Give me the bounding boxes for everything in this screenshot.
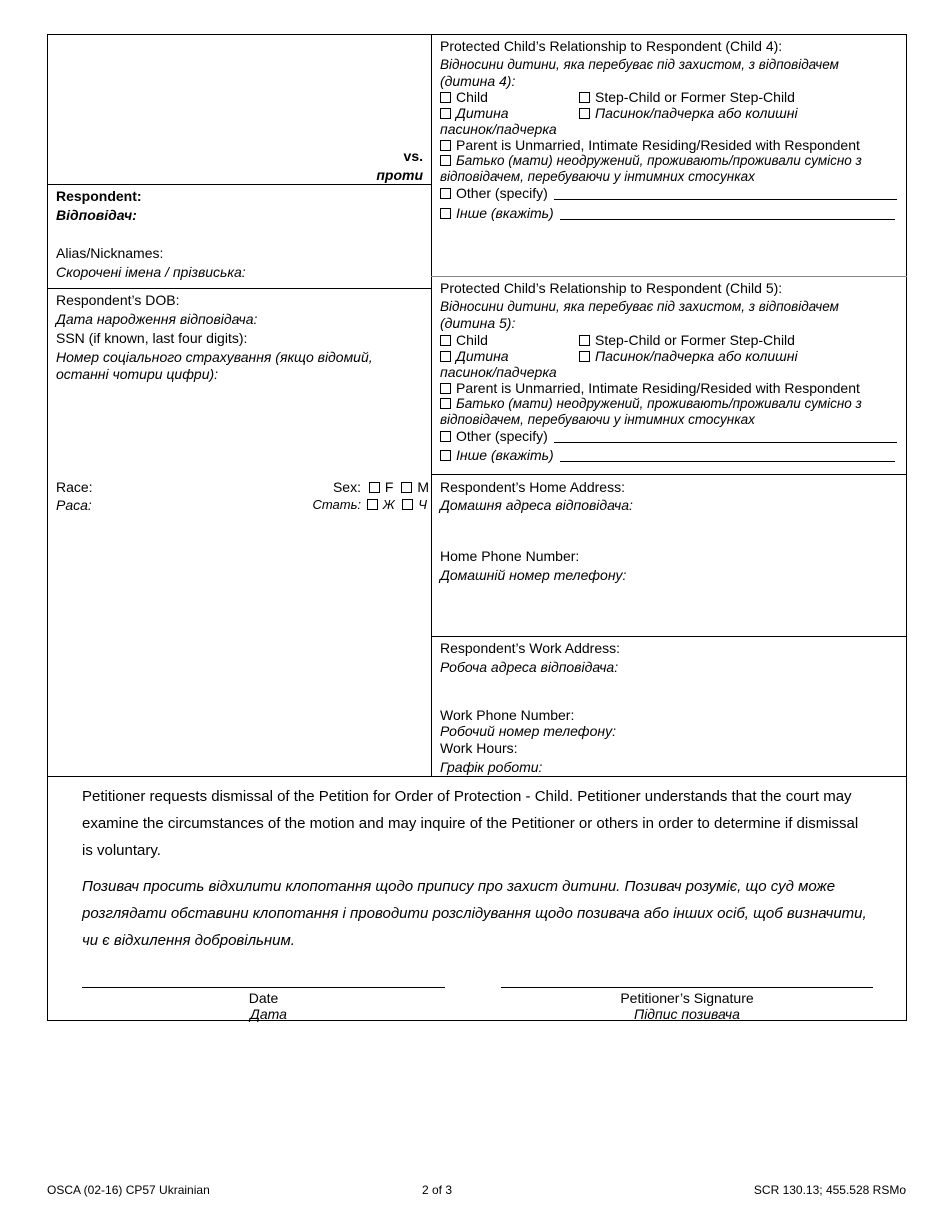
child4-parent-label: Parent is Unmarried, Intimate Residing/Resided with Respondent	[456, 137, 860, 153]
child4-parent-option-uk	[440, 153, 862, 169]
child5-child-option-uk	[440, 348, 509, 364]
child5-parent-checkbox[interactable]	[440, 383, 451, 394]
signature-label-uk: Підпис позивача	[634, 1006, 740, 1022]
child5-other-line[interactable]	[554, 442, 897, 443]
home-address-label: Respondent’s Home Address:	[440, 479, 625, 495]
child5-child-option	[440, 332, 488, 348]
left-divider-dob	[47, 288, 432, 289]
child4-parent-checkbox[interactable]	[440, 140, 451, 151]
alias-label-uk: Скорочені імена / прізвиська:	[56, 264, 246, 280]
child5-child-label: Child	[456, 332, 488, 348]
vs-label-uk: проти	[376, 167, 423, 183]
date-label: Date	[248, 990, 279, 1006]
child5-other-option	[440, 428, 548, 444]
date-line[interactable]	[82, 987, 445, 988]
child4-step-checkbox-uk[interactable]	[579, 108, 590, 119]
sex-row	[333, 479, 429, 495]
row-divider-dismissal	[47, 776, 907, 777]
sex-row-uk	[312, 497, 427, 513]
child4-other-option	[440, 185, 548, 201]
child4-other-checkbox[interactable]	[440, 188, 451, 199]
child5-other-label-uk: Інше (вкажіть)	[456, 447, 554, 463]
sex-ch-checkbox[interactable]	[402, 499, 413, 510]
work-address-label: Respondent’s Work Address:	[440, 640, 621, 656]
left-divider-respondent	[47, 184, 432, 185]
child5-other-checkbox-uk[interactable]	[440, 450, 451, 461]
child4-child-label: Child	[456, 89, 488, 105]
sex-zh-label: Ж	[382, 497, 395, 512]
child4-other-line[interactable]	[554, 199, 897, 200]
footer-reference: SCR 130.13; 455.528 RSMo	[753, 1183, 906, 1197]
child4-step-label-uk: Пасинок/падчерка або колишні	[595, 105, 798, 121]
work-hours-label-uk: Графік роботи:	[440, 759, 543, 775]
child5-parent-option	[440, 380, 860, 396]
home-phone-label-uk: Домашній номер телефону:	[440, 567, 627, 583]
respondent-label: Respondent:	[56, 188, 142, 204]
child5-other-label: Other (specify)	[456, 428, 548, 444]
child4-other-option-uk	[440, 205, 554, 221]
child5-step-label-uk: Пасинок/падчерка або колишні	[595, 348, 798, 364]
child5-parent-checkbox-uk[interactable]	[440, 398, 451, 409]
child4-step-label: Step-Child or Former Step-Child	[595, 89, 795, 105]
work-phone-label: Work Phone Number:	[440, 707, 575, 723]
child5-step-checkbox-uk[interactable]	[579, 351, 590, 362]
column-divider	[431, 34, 432, 777]
child5-parent-label: Parent is Unmarried, Intimate Residing/Resided with Respondent	[456, 380, 860, 396]
sex-m-checkbox[interactable]	[401, 482, 412, 493]
ssn-label-uk-1: Номер соціального страхування (якщо відомий,	[56, 349, 373, 365]
sex-f-checkbox[interactable]	[369, 482, 380, 493]
child5-title: Protected Child’s Relationship to Respondent (Child 5):	[440, 280, 783, 296]
sex-ch-label: Ч	[418, 497, 427, 512]
child4-title-uk-1: Відносини дитини, яка перебуває під захистом, з відповідачем	[440, 57, 839, 72]
sex-m-label: M	[417, 479, 429, 495]
footer-page-number: 2 of 3	[422, 1183, 453, 1197]
work-hours-label: Work Hours:	[440, 740, 518, 756]
child4-other-label-uk: Інше (вкажіть)	[456, 205, 554, 221]
child4-child-checkbox[interactable]	[440, 92, 451, 103]
table-right-border	[906, 34, 907, 1021]
dob-label: Respondent’s DOB:	[56, 292, 180, 308]
dob-label-uk: Дата народження відповідача:	[56, 311, 258, 327]
race-label-uk: Раса:	[56, 497, 92, 513]
ssn-label: SSN (if known, last four digits):	[56, 330, 248, 346]
right-divider-work	[431, 636, 907, 637]
child4-title: Protected Child’s Relationship to Respondent (Child 4):	[440, 38, 783, 54]
child4-child-checkbox-uk[interactable]	[440, 108, 451, 119]
child5-title-uk-1: Відносини дитини, яка перебуває під захистом, з відповідачем	[440, 299, 839, 314]
child4-step-uk-cont: пасинок/падчерка	[440, 121, 557, 137]
child5-child-label-uk: Дитина	[456, 348, 509, 364]
dismissal-statement: Petitioner requests dismissal of the Petition for Order of Protection - Child. Petitioner understands that the court may examine the circumstances of the motion and may inquire of the Petitioner or others in order to determine if dismissal is voluntary.	[82, 788, 859, 859]
child5-parent-option-uk	[440, 396, 862, 412]
child4-parent-option	[440, 137, 860, 153]
child4-child-option	[440, 89, 488, 105]
table-top-border	[47, 34, 907, 35]
dismissal-statement-uk: Позивач просить відхилити клопотання щодо припису про захист дитини. Позивач розуміє, що суд може розглядати обставини клопотання і проводити розслідування щодо позивача або інших осіб, щоб визначити, чи є відхилення добровільним.	[82, 878, 867, 949]
child4-parent-label-uk: Батько (мати) неодружений, проживають/проживали сумісно з	[456, 153, 862, 168]
work-address-label-uk: Робоча адреса відповідача:	[440, 659, 619, 675]
home-phone-label: Home Phone Number:	[440, 548, 580, 564]
race-label: Race:	[56, 479, 93, 495]
child4-step-option-uk	[579, 105, 798, 121]
child5-title-uk-2: (дитина 5):	[440, 315, 516, 331]
ssn-label-uk-2: останні чотири цифри):	[56, 366, 219, 382]
child5-step-label: Step-Child or Former Step-Child	[595, 332, 795, 348]
child5-child-checkbox[interactable]	[440, 335, 451, 346]
alias-label: Alias/Nicknames:	[56, 245, 164, 261]
child5-child-checkbox-uk[interactable]	[440, 351, 451, 362]
child4-other-checkbox-uk[interactable]	[440, 208, 451, 219]
child4-parent-checkbox-uk[interactable]	[440, 155, 451, 166]
child5-parent-uk-cont: відповідачем, перебуваючи у інтимних стосунках	[440, 412, 755, 427]
signature-line[interactable]	[501, 987, 873, 988]
child5-parent-label-uk: Батько (мати) неодружений, проживають/проживали сумісно з	[456, 396, 862, 411]
child5-step-uk-cont: пасинок/падчерка	[440, 364, 557, 380]
respondent-label-uk: Відповідач:	[56, 207, 137, 223]
child4-child-option-uk	[440, 105, 509, 121]
child5-step-option-uk	[579, 348, 798, 364]
sex-label-uk: Стать:	[312, 497, 362, 512]
sex-label: Sex:	[332, 479, 361, 495]
child5-other-line-uk[interactable]	[560, 461, 895, 462]
child4-step-checkbox[interactable]	[579, 92, 590, 103]
child4-title-uk-2: (дитина 4):	[440, 73, 516, 89]
date-label-uk: Дата	[250, 1006, 287, 1022]
work-phone-label-uk: Робочий номер телефону:	[440, 723, 616, 739]
child5-step-option	[579, 332, 795, 348]
signature-label: Petitioner’s Signature	[620, 990, 754, 1006]
footer-form-id: OSCA (02-16) CP57 Ukrainian	[47, 1183, 210, 1197]
child4-other-line-uk[interactable]	[560, 219, 895, 220]
table-left-border	[47, 34, 48, 1021]
home-address-label-uk: Домашня адреса відповідача:	[440, 497, 633, 513]
child5-other-checkbox[interactable]	[440, 431, 451, 442]
child5-step-checkbox[interactable]	[579, 335, 590, 346]
vs-label: vs.	[403, 148, 423, 164]
child4-parent-uk-cont: відповідачем, перебуваючи у інтимних стосунках	[440, 169, 755, 184]
right-divider-child5	[431, 276, 907, 277]
child4-other-label: Other (specify)	[456, 185, 548, 201]
sex-zh-checkbox[interactable]	[367, 499, 378, 510]
right-divider-home	[431, 474, 907, 475]
child4-child-label-uk: Дитина	[456, 105, 509, 121]
child5-other-option-uk	[440, 447, 554, 463]
child4-step-option	[579, 89, 795, 105]
sex-f-label: F	[384, 479, 394, 495]
